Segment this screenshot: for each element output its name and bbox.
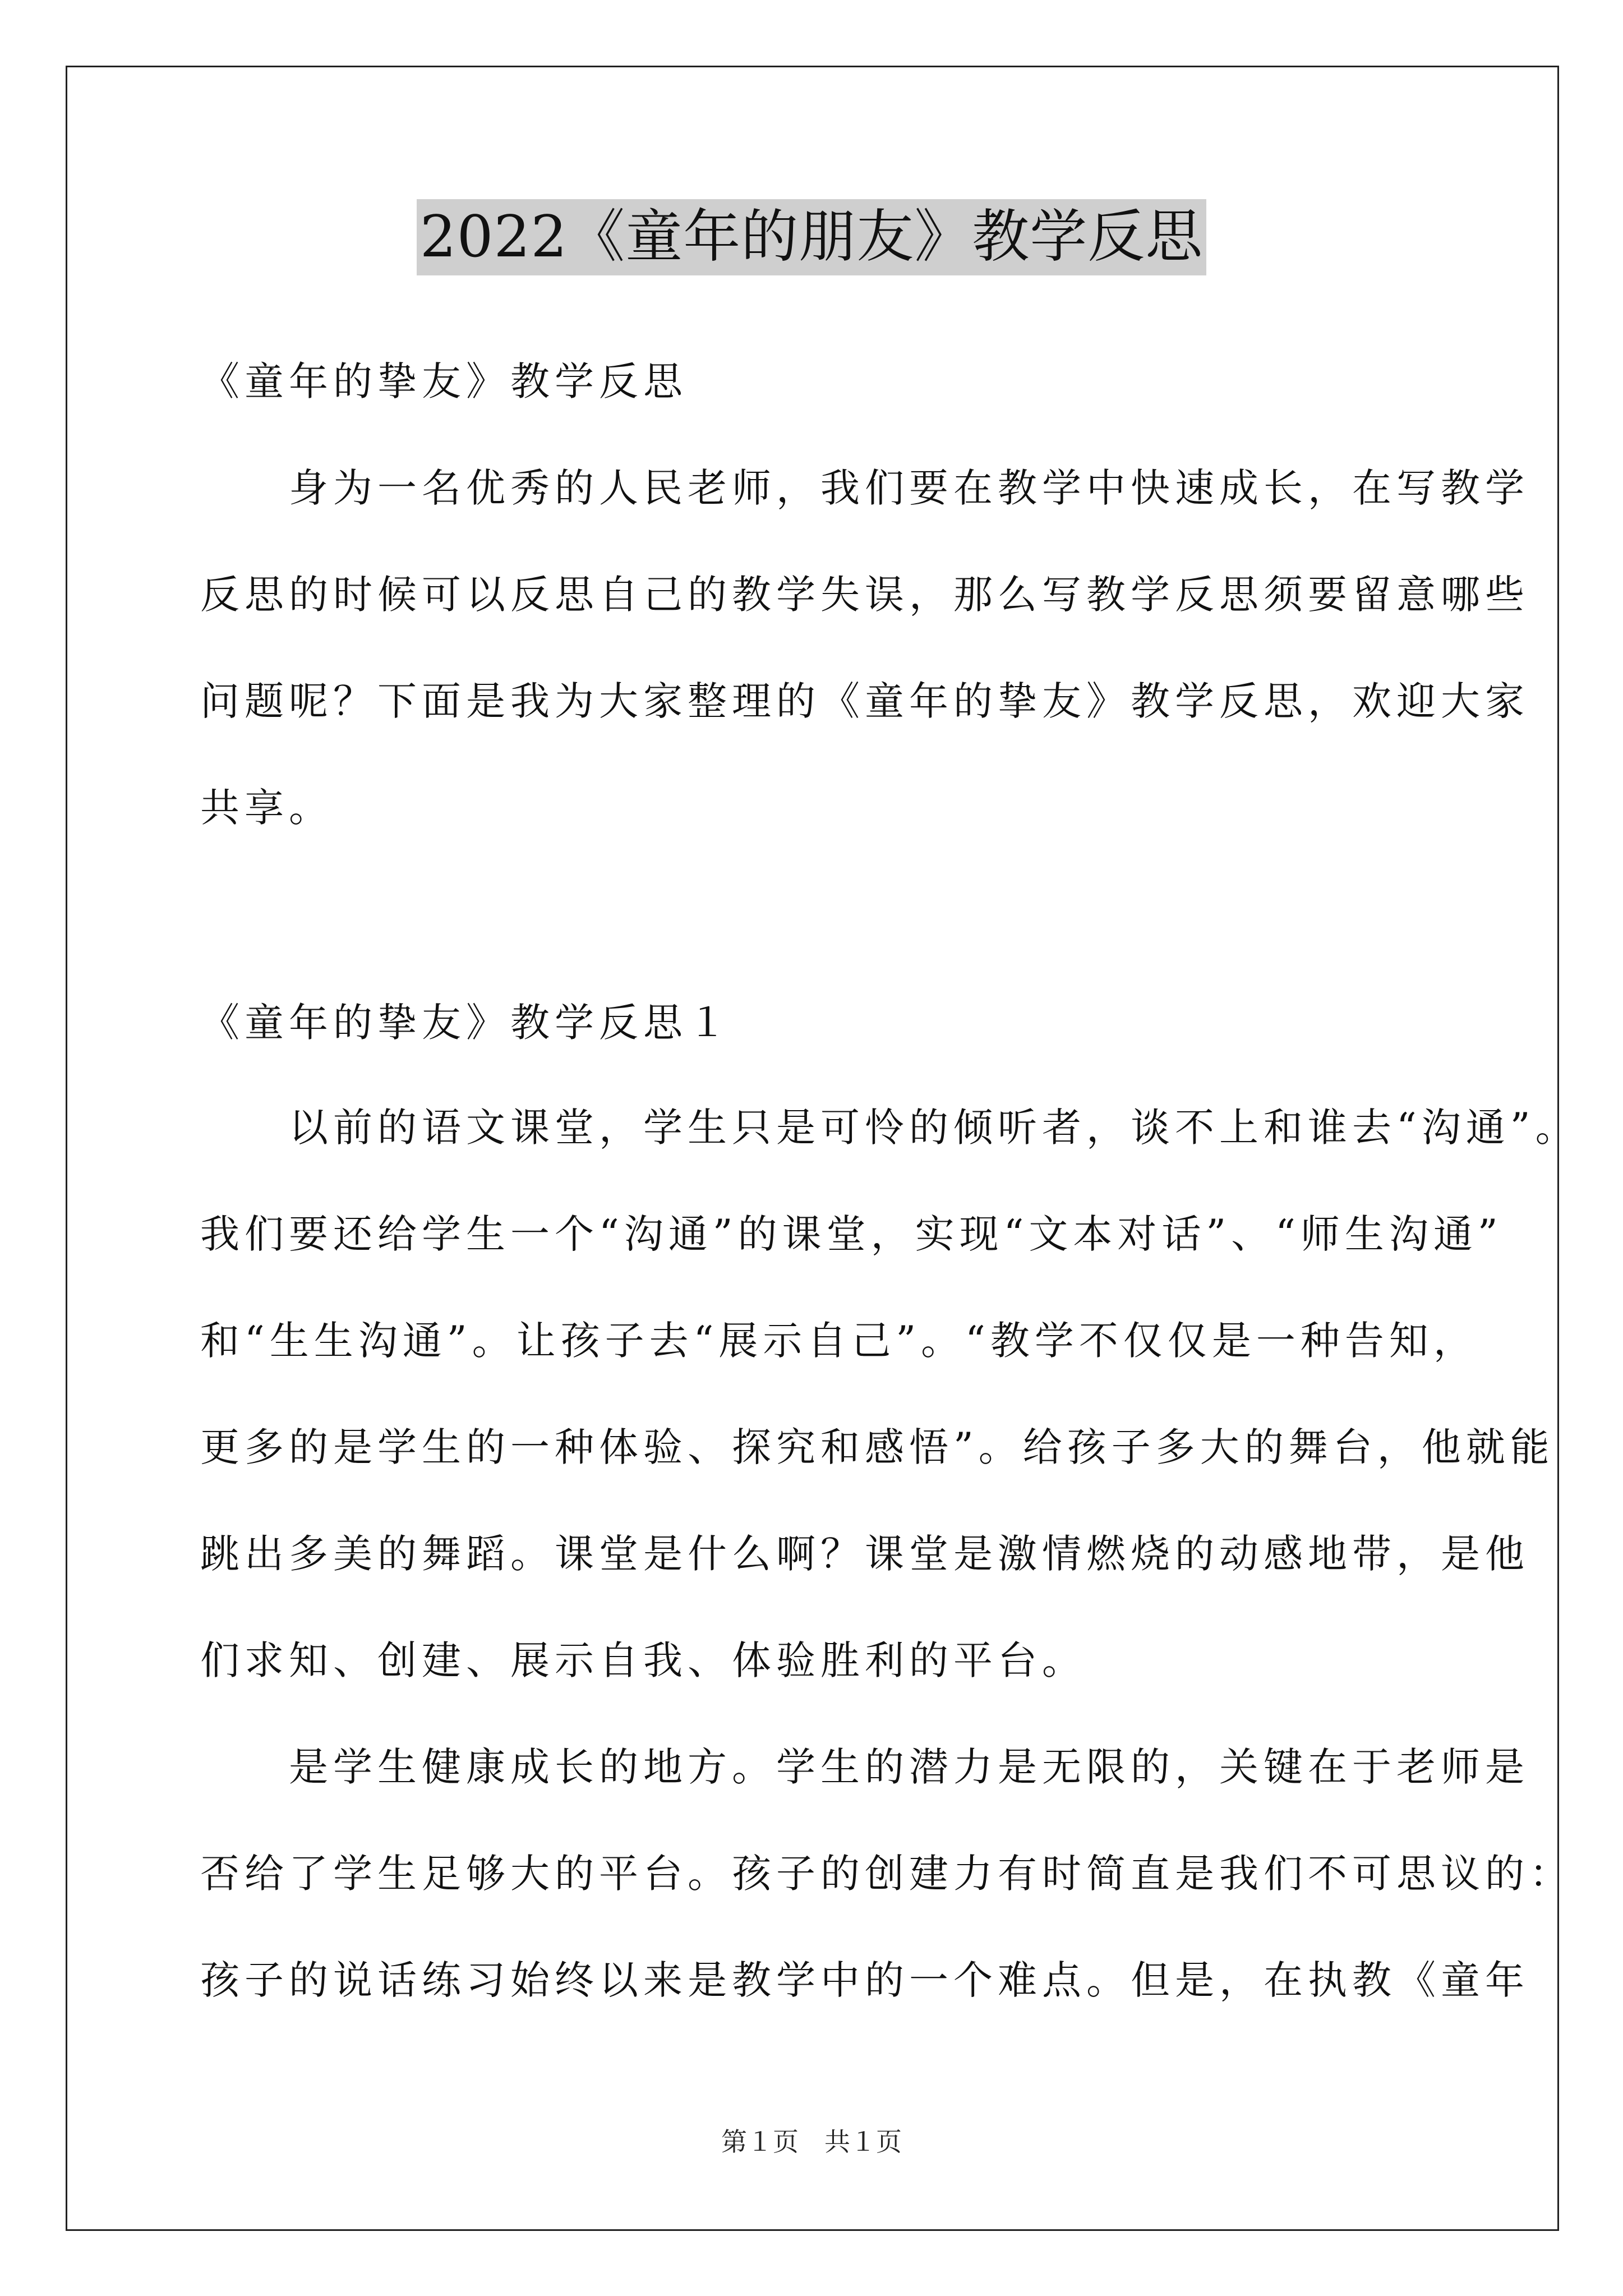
page-footer: 第１页 共１页 [721,2127,902,2157]
document-title: 2022《童年的朋友》教学反思 [417,199,1207,275]
paragraph-line: 孩子的说话练习始终以来是教学中的一个难点。但是，在执教《童年 [200,1957,1529,2003]
paragraph-line: 们求知、创建、展示自我、体验胜利的平台。 [200,1637,1086,1683]
paragraph-line: 问题呢？下面是我为大家整理的《童年的挚友》教学反思，欢迎大家 [200,678,1529,724]
paragraph-line: 跳出多美的舞蹈。课堂是什么啊？课堂是激情燃烧的动感地带，是他 [200,1531,1529,1577]
section-heading-1: 《童年的挚友》教学反思１ [200,1000,732,1046]
paragraph-line: 身为一名优秀的人民老师，我们要在教学中快速成长，在写教学 [200,465,1529,511]
paragraph-line: 反思的时候可以反思自己的教学失误，那么写教学反思须要留意哪些 [200,572,1529,618]
paragraph-line: 以前的语文课堂，学生只是可怜的倾听者，谈不上和谁去“沟通”。 [200,1105,1580,1151]
paragraph-line: 否给了学生足够大的平台。孩子的创建力有时简直是我们不可思议的： [200,1851,1574,1897]
paragraph-line: 是学生健康成长的地方。学生的潜力是无限的，关键在于老师是 [200,1744,1529,1790]
paragraph-line: 和“生生沟通”。让孩子去“展示自己”。“教学不仅仅是一种告知， [200,1318,1478,1364]
title-container [0,199,1623,275]
section-heading-intro: 《童年的挚友》教学反思 [200,358,688,404]
paragraph-line: 共享。 [200,785,333,831]
paragraph-line: 更多的是学生的一种体验、探究和感悟”。给孩子多大的舞台，他就能 [200,1424,1555,1470]
paragraph-line: 我们要还给学生一个“沟通”的课堂，实现“文本对话”、“师生沟通” [200,1211,1503,1257]
